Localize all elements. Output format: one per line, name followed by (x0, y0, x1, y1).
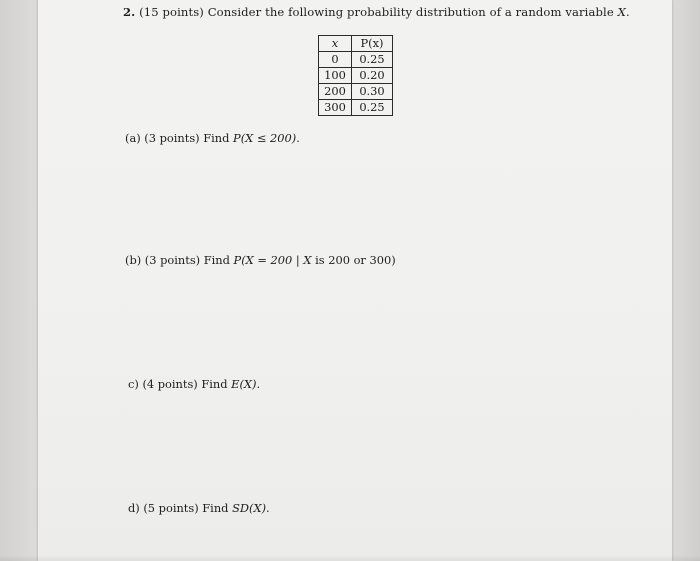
cell-px: 0.25 (352, 100, 393, 116)
table-row (319, 100, 393, 116)
table-row (319, 52, 393, 68)
probability-distribution-table (318, 35, 393, 116)
part-c-end: . (256, 377, 261, 391)
part-b-expr: P(X = 200 | X (233, 253, 312, 267)
part-c (128, 377, 260, 391)
cell-x: 0 (319, 52, 352, 68)
part-d-expr: SD(X) (232, 501, 267, 515)
question-number: 2. (123, 5, 136, 19)
question-header (123, 5, 630, 19)
cell-px: 0.25 (352, 52, 393, 68)
part-b-label: (b) (3 points) Find (125, 253, 230, 267)
table-row (319, 84, 393, 100)
cell-x: 200 (319, 84, 352, 100)
part-d (128, 501, 270, 515)
cell-x: 300 (319, 100, 352, 116)
part-b (125, 253, 396, 267)
question-points: (15 points) (139, 5, 204, 19)
cell-px: 0.30 (352, 84, 393, 100)
table-row (319, 68, 393, 84)
cell-x: 100 (319, 68, 352, 84)
page-bottom-shadow (0, 555, 700, 561)
part-b-rest: is 200 or 300) (315, 253, 396, 267)
header-px: P(x) (352, 36, 393, 52)
table-header-row (319, 36, 393, 52)
question-period: . (625, 5, 630, 19)
part-a-expr: P(X ≤ 200) (233, 131, 297, 145)
part-c-label: c) (4 points) Find (128, 377, 228, 391)
part-a-label: (a) (3 points) Find (125, 131, 230, 145)
part-a (125, 131, 300, 145)
part-d-end: . (266, 501, 270, 515)
part-a-end: . (296, 131, 300, 145)
header-x: x (319, 36, 352, 52)
part-c-expr: E(X) (231, 377, 257, 391)
question-variable: X (617, 5, 626, 19)
question-text: Consider the following probability distribution of a random variable (207, 5, 614, 19)
part-d-label: d) (5 points) Find (128, 501, 229, 515)
cell-px: 0.20 (352, 68, 393, 84)
